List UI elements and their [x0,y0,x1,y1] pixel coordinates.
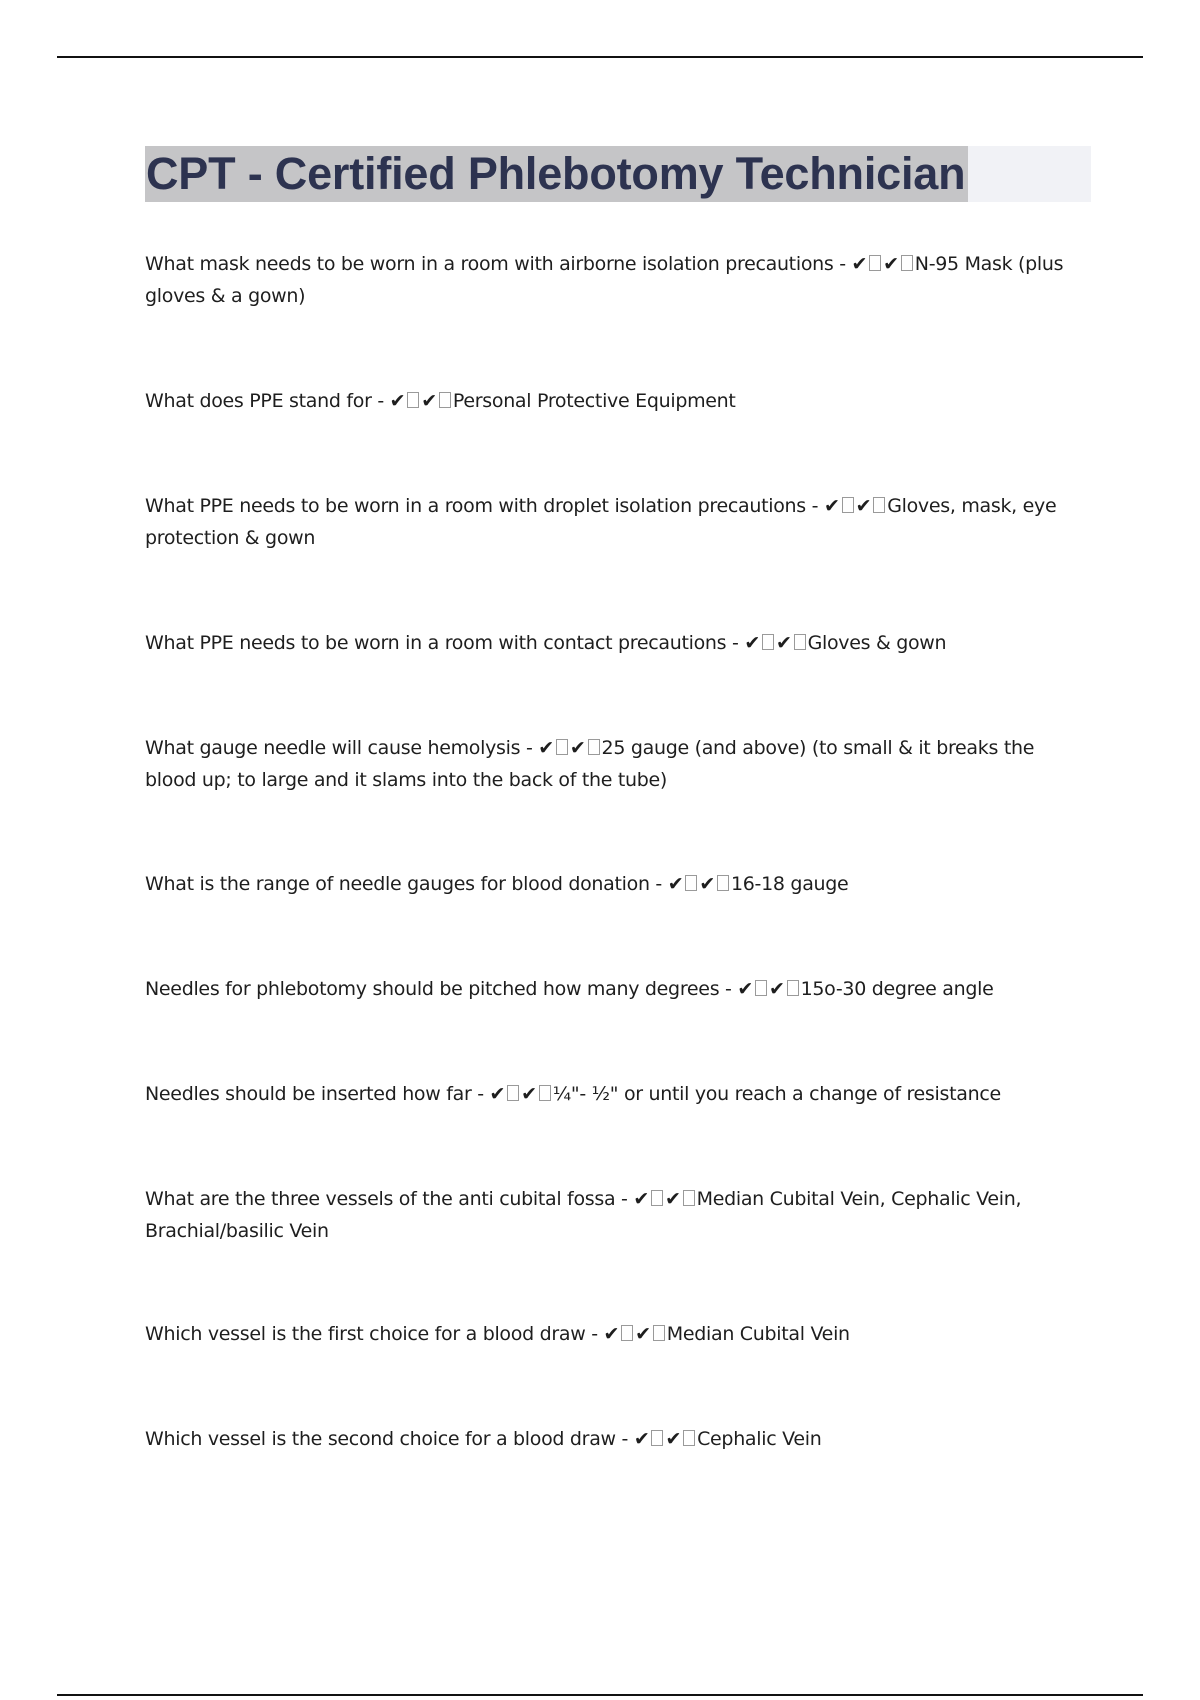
empty-box-icon [794,634,806,650]
answer-text: Median Cubital Vein [666,1323,850,1345]
empty-box-icon [651,1190,663,1206]
answer-text: Cephalic Vein [697,1428,822,1450]
checkmark-icon: ✔ [521,1083,537,1105]
answer-text: 25 gauge (and above) (to small & it breaks the blood up; to large and it slams into the back of the tube) [145,737,1035,791]
qa-item [145,1423,1090,1455]
empty-box-icon [651,1430,663,1446]
question-text: What are the three vessels of the anti cubital fossa [145,1188,616,1210]
checkmark-icon: ✔ [744,632,760,654]
question-text: Which vessel is the first choice for a blood draw [145,1323,586,1345]
question-text: What PPE needs to be worn in a room with contact precautions [145,632,727,654]
question-text: What is the range of needle gauges for blood donation [145,873,650,895]
bottom-rule [57,1694,1143,1696]
separator: - [585,1323,604,1345]
qa-item [145,490,1090,554]
checkmark-icon: ✔ [855,495,872,517]
qa-item [145,973,1090,1005]
qa-item [145,1183,1090,1247]
empty-box-icon [685,875,697,891]
answer-text: 15o-30 degree angle [800,978,994,1000]
answer-text: ¼"- ½" or until you reach a change of resistance [552,1083,1001,1105]
question-text: Which vessel is the second choice for a blood draw [145,1428,616,1450]
empty-box-icon [439,392,451,408]
checkmark-icon: ✔ [633,1188,649,1210]
checkmark-icon: ✔ [635,1323,651,1345]
empty-box-icon [653,1325,665,1341]
qa-item [145,732,1090,796]
empty-box-icon [873,497,885,513]
question-text: Needles should be inserted how far [145,1083,472,1105]
checkmark-icon: ✔ [389,390,406,412]
qa-item [145,627,1090,659]
empty-box-icon [755,980,767,996]
separator: - [719,978,738,1000]
empty-box-icon [869,255,881,271]
qa-item [145,248,1090,312]
checkmark-icon: ✔ [699,873,715,895]
checkmark-icon: ✔ [569,737,586,759]
checkmark-icon: ✔ [665,1428,682,1450]
empty-box-icon [787,980,799,996]
separator: - [615,1188,634,1210]
checkmark-icon: ✔ [664,1188,681,1210]
separator: - [471,1083,490,1105]
question-text: Needles for phlebotomy should be pitched how many degrees [145,978,720,1000]
answer-text: 16-18 gauge [730,873,849,895]
answer-text: Gloves, mask, eye protection & gown [145,495,1057,549]
separator: - [615,1428,634,1450]
checkmark-icon: ✔ [768,978,785,1000]
qa-item [145,385,1090,417]
empty-box-icon [683,1190,695,1206]
checkmark-icon: ✔ [633,1428,650,1450]
top-rule [57,56,1143,58]
separator: - [371,390,390,412]
empty-box-icon [588,739,600,755]
empty-box-icon [407,392,419,408]
checkmark-icon: ✔ [667,873,684,895]
qa-item [145,1078,1090,1110]
empty-box-icon [556,739,568,755]
empty-box-icon [901,255,913,271]
checkmark-icon: ✔ [538,737,554,759]
checkmark-icon: ✔ [489,1083,506,1105]
separator: - [726,632,745,654]
question-text: What does PPE stand for [145,390,372,412]
answer-text: N-95 Mask (plus gloves & a gown) [145,253,1064,307]
separator: - [833,253,852,275]
empty-box-icon [539,1085,551,1101]
question-text: What gauge needle will cause hemolysis [145,737,521,759]
checkmark-icon: ✔ [775,632,792,654]
qa-item [145,1318,1090,1350]
answer-text: Personal Protective Equipment [452,390,736,412]
checkmark-icon: ✔ [883,253,899,275]
empty-box-icon [762,634,774,650]
checkmark-icon: ✔ [737,978,753,1000]
question-text: What PPE needs to be worn in a room with droplet isolation precautions [145,495,806,517]
separator: - [649,873,668,895]
title-block [145,146,1091,202]
empty-box-icon [683,1430,695,1446]
separator: - [805,495,824,517]
page-title: CPT - Certified Phlebotomy Technician [145,146,968,202]
answer-text: Median Cubital Vein, Cephalic Vein, Brachial/basilic Vein [145,1188,1022,1242]
empty-box-icon [621,1325,633,1341]
checkmark-icon: ✔ [851,253,868,275]
separator: - [520,737,539,759]
checkmark-icon: ✔ [603,1323,620,1345]
qa-item [145,868,1090,900]
checkmark-icon: ✔ [421,390,437,412]
empty-box-icon [507,1085,519,1101]
question-text: What mask needs to be worn in a room with airborne isolation precautions [145,253,834,275]
empty-box-icon [717,875,729,891]
answer-text: Gloves & gown [807,632,947,654]
empty-box-icon [842,497,854,513]
checkmark-icon: ✔ [823,495,840,517]
